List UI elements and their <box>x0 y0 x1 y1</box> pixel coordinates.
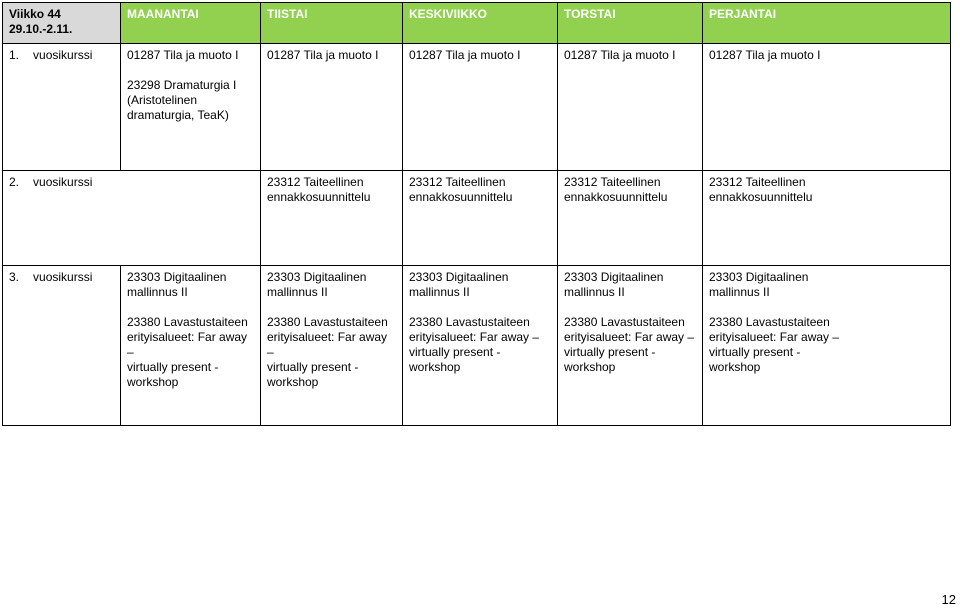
cell-thursday <box>558 266 703 426</box>
cell-wednesday <box>403 171 558 266</box>
cell-monday <box>121 44 261 171</box>
course-entry: 23298 Dramaturgia I (Aristotelinen dramaturgia, TeaK) <box>127 78 237 122</box>
year-1-row <box>3 44 951 171</box>
course-entry: 01287 Tila ja muoto I <box>127 48 239 62</box>
course-entry: 23303 Digitaalinen mallinnus II <box>409 270 509 299</box>
course-entry: 23312 Taiteellinen ennakkosuunnittelu <box>709 175 813 204</box>
cell-thursday <box>558 44 703 171</box>
year-number: 2. <box>9 175 20 189</box>
cell-wednesday <box>403 266 558 426</box>
year-text: vuosikurssi <box>33 175 93 189</box>
day-header-thursday: TORSTAI <box>558 3 703 44</box>
year-number: 3. <box>9 270 20 284</box>
day-header-friday: PERJANTAI <box>703 3 951 44</box>
year-3-row <box>3 266 951 426</box>
cell-monday <box>121 266 261 426</box>
page-number: 12 <box>941 592 956 607</box>
course-entry: 23312 Taiteellinen ennakkosuunnittelu <box>409 175 513 204</box>
course-entry: 23380 Lavastustaiteen erityisalueet: Far away – virtually present - workshop <box>127 315 248 389</box>
cell-thursday <box>558 171 703 266</box>
course-entry: 01287 Tila ja muoto I <box>564 48 676 62</box>
cell-tuesday <box>261 171 403 266</box>
course-entry: 23303 Digitaalinen mallinnus II <box>127 270 227 299</box>
year-text: vuosikurssi <box>33 270 93 284</box>
day-header-tuesday: TIISTAI <box>261 3 403 44</box>
year-label <box>3 266 121 426</box>
course-entry: 01287 Tila ja muoto I <box>409 48 521 62</box>
year-number: 1. <box>9 48 20 62</box>
course-entry: 23380 Lavastustaiteen erityisalueet: Far away – virtually present - workshop <box>267 315 388 389</box>
course-entry: 23312 Taiteellinen ennakkosuunnittelu <box>267 175 371 204</box>
cell-friday <box>703 266 951 426</box>
course-entry: 23380 Lavastustaiteen erityisalueet: Far away – virtually present - workshop <box>564 315 695 374</box>
year-label <box>3 171 261 266</box>
week-label: Viikko 44 29.10.-2.11. <box>3 3 121 44</box>
year-label <box>3 44 121 171</box>
course-entry: 23380 Lavastustaiteen erityisalueet: Far away – virtually present - workshop <box>709 315 840 374</box>
day-header-monday: MAANANTAI <box>121 3 261 44</box>
course-entry: 23380 Lavastustaiteen erityisalueet: Far away – virtually present -workshop <box>409 315 540 374</box>
cell-tuesday <box>261 44 403 171</box>
cell-friday <box>703 44 951 171</box>
schedule-table <box>2 2 951 426</box>
course-entry: 23303 Digitaalinen mallinnus II <box>267 270 367 299</box>
course-entry: 23303 Digitaalinen mallinnus II <box>709 270 809 299</box>
year-2-row <box>3 171 951 266</box>
cell-friday <box>703 171 951 266</box>
course-entry: 01287 Tila ja muoto I <box>267 48 379 62</box>
course-entry: 01287 Tila ja muoto I <box>709 48 821 62</box>
year-text: vuosikurssi <box>33 48 93 62</box>
day-header-wednesday: KESKIVIIKKO <box>403 3 558 44</box>
header-row <box>3 3 951 44</box>
cell-wednesday <box>403 44 558 171</box>
course-entry: 23303 Digitaalinen mallinnus II <box>564 270 664 299</box>
cell-tuesday <box>261 266 403 426</box>
course-entry: 23312 Taiteellinen ennakkosuunnittelu <box>564 175 668 204</box>
